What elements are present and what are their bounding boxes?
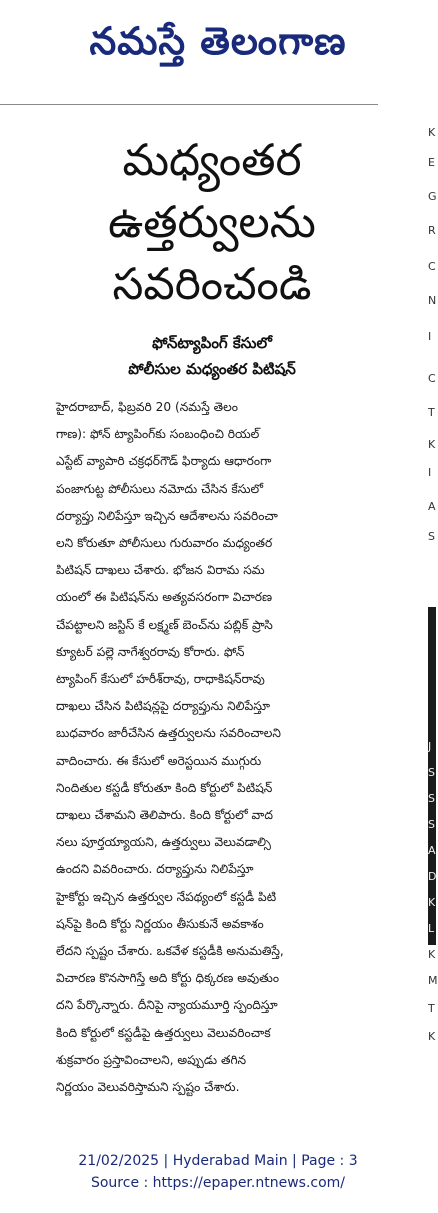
footer xyxy=(0,1150,436,1194)
body-line: బుధవారం జారీచేసిన ఉత్తర్వులను సవరించాలని xyxy=(56,726,281,741)
body-line: దని పేర్కొన్నారు. దీనిపై న్యాయమూర్తి స్పందిస్తూ xyxy=(56,998,278,1013)
body-line: హైకోర్టు ఇచ్చిన ఉత్తర్వుల నేపథ్యంలో కస్టడీ పిటి xyxy=(56,889,277,904)
body-line: హైదరాబాద్, ఫిబ్రవరి 20 (నమస్తే తెలం xyxy=(56,400,238,414)
adjacent-column-text: K xyxy=(428,896,436,909)
body-line: దర్యాప్తు నిలిపేస్తూ ఇచ్చిన ఆదేశాలను సవరించా xyxy=(56,508,278,523)
body-line: కింది కోర్టులో కస్టడీపై ఉత్తర్వులు వెలువరించాక xyxy=(56,1025,271,1040)
adjacent-column-text: A xyxy=(428,500,436,513)
headline-line: ఉత్తర్వులను xyxy=(108,197,316,248)
article-subhead xyxy=(56,330,368,382)
adjacent-column-text: N xyxy=(428,294,437,307)
newspaper-logo: నమస్తే తెలంగాణ xyxy=(89,19,347,63)
body-line: చేపట్టాలని జస్టిస్ కే లక్ష్మణ్ బెంచ్‌ను పబ్లిక్ ప్రాసి xyxy=(56,617,273,632)
body-line: విచారణ కొనసాగిస్తే అది కోర్టు ధిక్కరణ అవుతుం xyxy=(56,971,280,986)
masthead xyxy=(0,0,436,92)
subhead-line: పోలీసుల మధ్యంతర పిటిషన్ xyxy=(128,360,296,378)
headline-line: మధ్యంతర xyxy=(122,135,302,186)
subhead-line: ఫోన్‌ట్యాపింగ్ కేసులో xyxy=(152,334,272,352)
adjacent-column-text: S xyxy=(428,530,435,543)
footer-source-link[interactable]: Source : https://epaper.ntnews.com/ xyxy=(90,1175,346,1191)
body-line: గాణ): ఫోన్ ట్యాపింగ్‌కు సంబంధించి రియల్ xyxy=(56,427,260,442)
body-line: లని కోరుతూ పోలీసులు గురువారం మధ్యంతర xyxy=(56,536,273,551)
adjacent-column-text: D xyxy=(428,870,437,883)
adjacent-column-text: E xyxy=(428,156,435,169)
adjacent-column-fragment xyxy=(428,90,436,1190)
adjacent-column-text: C xyxy=(428,372,436,385)
body-line: లేదని స్పష్టం చేశారు. ఒకవేళ కస్టడీకి అనుమతిస్తే, xyxy=(56,944,284,959)
body-line: పిటిషన్ దాఖలు చేశారు. భోజన విరామ సమ xyxy=(56,563,265,578)
article-headline xyxy=(56,130,368,316)
body-line: పంజాగుట్ట పోలీసులు నమోదు చేసిన కేసులో xyxy=(56,481,264,496)
adjacent-column-text: S xyxy=(428,818,435,831)
adjacent-column-text: L xyxy=(428,922,435,935)
article-body xyxy=(56,394,368,1101)
adjacent-column-text: G xyxy=(428,190,437,203)
body-line: నిర్ణయం వెలువరిస్తామని స్పష్టం చేశారు. xyxy=(56,1080,240,1095)
adjacent-column-text: T xyxy=(428,406,435,419)
body-line: వాదించారు. ఈ కేసులో అరెస్టయిన ముగ్గురు xyxy=(56,753,262,768)
adjacent-column-text: K xyxy=(428,126,436,139)
divider xyxy=(0,104,378,105)
adjacent-column-text: A xyxy=(428,844,436,857)
adjacent-column-text: I xyxy=(428,330,432,343)
body-line: నిందితుల కస్టడీ కోరుతూ కింది కోర్టులో పిటిషన్ xyxy=(56,780,273,795)
adjacent-column-text: S xyxy=(428,792,435,805)
body-line: ట్యాపింగ్ కేసులో హరీశ్‌రావు, రాధాకిషన్‌రావు xyxy=(56,672,265,687)
adjacent-column-text: K xyxy=(428,1030,436,1043)
adjacent-column-text: R xyxy=(428,224,436,237)
adjacent-column-text: K xyxy=(428,438,436,451)
body-line: షన్‌పై కింది కోర్టు నిర్ణయం తీసుకునే అవకాశం xyxy=(56,916,264,931)
body-line: క్యూటర్ పల్లె నాగేశ్వరరావు కోరారు. ఫోన్ xyxy=(56,644,245,659)
body-line: ఎస్టేట్ వ్యాపారి చక్రధర్‌గౌడ్ ఫిర్యాదు ఆధారంగా xyxy=(56,454,272,469)
footer-date-line: 21/02/2025 | Hyderabad Main | Page : 3 xyxy=(78,1153,358,1169)
body-line: ఉందని వివరించారు. దర్యాప్తును నిలిపేస్తూ xyxy=(56,862,254,877)
body-line: దాఖలు చేసిన పిటిషన్లపై దర్యాప్తును నిలిపేస్తూ xyxy=(56,699,270,714)
adjacent-column-text: C xyxy=(428,260,436,273)
body-line: శుక్రవారం ప్రస్తావించాలని, అప్పుడు తగిన xyxy=(56,1052,247,1067)
adjacent-column-text: S xyxy=(428,766,435,779)
adjacent-column-text: T xyxy=(428,1002,435,1015)
headline-line: సవరించండి xyxy=(112,259,312,310)
adjacent-column-text: J xyxy=(428,740,432,753)
body-line: నలు పూర్తయ్యాయని, ఉత్తర్వులు వెలువడాల్సి xyxy=(56,835,271,850)
body-line: దాఖలు చేశామని తెలిపారు. కింది కోర్టులో వాద xyxy=(56,808,273,823)
adjacent-column-text: K xyxy=(428,948,436,961)
article xyxy=(56,130,368,1101)
adjacent-column-text: I xyxy=(428,466,432,479)
body-line: యంలో ఈ పిటిషన్‌ను అత్యవసరంగా విచారణ xyxy=(56,590,273,605)
adjacent-column-text: M xyxy=(428,974,438,987)
